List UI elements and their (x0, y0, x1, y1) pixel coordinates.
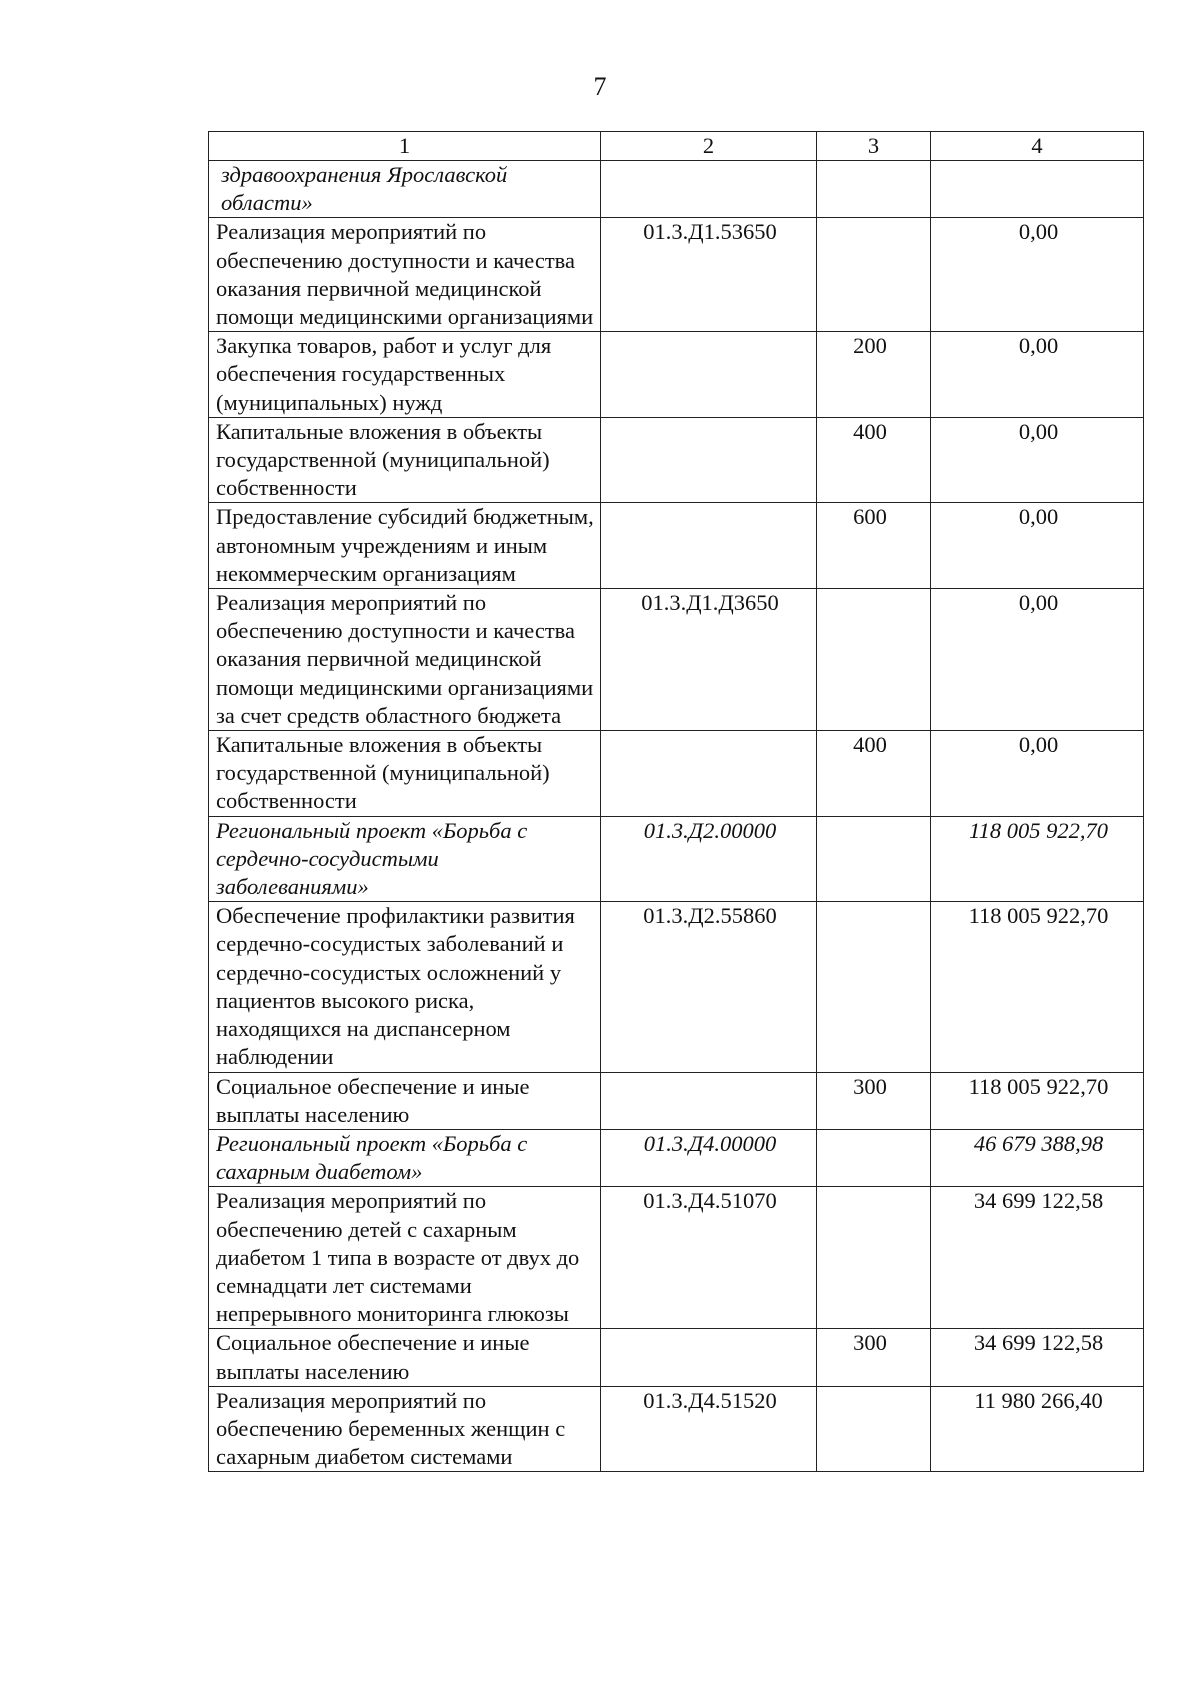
target-code-cell (601, 731, 817, 817)
amount-cell: 46 679 388,98 (931, 1129, 1144, 1186)
expense-type-cell (817, 589, 931, 731)
table-row (209, 503, 1144, 589)
row-name-cell: Капитальные вложения в объекты государственной (муниципальной) собственности (209, 417, 601, 503)
amount-cell: 0,00 (931, 731, 1144, 817)
target-code-cell: 01.3.Д2.55860 (601, 902, 817, 1072)
row-name-cell: Предоставление субсидий бюджетным, автономным учреждениям и иным некоммерческим организациям (209, 503, 601, 589)
page-number: 7 (593, 72, 607, 101)
amount-cell: 34 699 122,58 (931, 1187, 1144, 1329)
expense-type-cell: 400 (817, 731, 931, 817)
amount-cell: 11 980 266,40 (931, 1386, 1144, 1472)
expense-type-cell (817, 816, 931, 902)
target-code-cell (601, 503, 817, 589)
target-code-cell (601, 417, 817, 503)
target-code-cell (601, 1329, 817, 1386)
table-row (209, 1129, 1144, 1186)
amount-cell: 0,00 (931, 218, 1144, 332)
expense-type-cell (817, 1129, 931, 1186)
expense-type-cell: 600 (817, 503, 931, 589)
row-name-cell: Социальное обеспечение и иные выплаты населению (209, 1072, 601, 1129)
budget-table (208, 131, 1144, 1472)
amount-cell: 118 005 922,70 (931, 1072, 1144, 1129)
amount-cell: 0,00 (931, 417, 1144, 503)
expense-type-cell (817, 161, 931, 218)
row-name-cell: Реализация мероприятий по обеспечению доступности и качества оказания первичной медицинской помощи медицинскими организациями (209, 218, 601, 332)
row-name-cell: Закупка товаров, работ и услуг для обеспечения государственных (муниципальных) нужд (209, 332, 601, 418)
target-code-cell: 01.3.Д2.00000 (601, 816, 817, 902)
amount-cell: 0,00 (931, 589, 1144, 731)
amount-cell: 118 005 922,70 (931, 902, 1144, 1072)
target-code-cell: 01.3.Д1.Д3650 (601, 589, 817, 731)
table-row (209, 731, 1144, 817)
expense-type-cell: 400 (817, 417, 931, 503)
row-name-cell: Реализация мероприятий по обеспечению беременных женщин с сахарным диабетом системами (209, 1386, 601, 1472)
expense-type-cell (817, 1187, 931, 1329)
amount-cell (931, 161, 1144, 218)
target-code-cell: 01.3.Д4.51070 (601, 1187, 817, 1329)
amount-cell: 118 005 922,70 (931, 816, 1144, 902)
table-header-row (209, 132, 1144, 161)
target-code-cell (601, 332, 817, 418)
row-name-cell: Реализация мероприятий по обеспечению доступности и качества оказания первичной медицинской помощи медицинскими организациями за счет средств областного бюджета (209, 589, 601, 731)
row-name-cell: Обеспечение профилактики развития сердечно-сосудистых заболеваний и сердечно-сосудистых осложнений у пациентов высокого риска, находящихся на диспансерном наблюдении (209, 902, 601, 1072)
expense-type-cell: 200 (817, 332, 931, 418)
table-row (209, 1329, 1144, 1386)
row-name-cell: Социальное обеспечение и иные выплаты населению (209, 1329, 601, 1386)
table-row (209, 589, 1144, 731)
table-row (209, 1187, 1144, 1329)
amount-cell: 34 699 122,58 (931, 1329, 1144, 1386)
target-code-cell: 01.3.Д1.53650 (601, 218, 817, 332)
row-name-cell: здравоохранения Ярославской области» (209, 161, 601, 218)
table-row (209, 1072, 1144, 1129)
expense-type-cell: 300 (817, 1329, 931, 1386)
table-row (209, 1386, 1144, 1472)
amount-cell: 0,00 (931, 332, 1144, 418)
table-row (209, 417, 1144, 503)
table-row (209, 332, 1144, 418)
table-row (209, 218, 1144, 332)
amount-cell: 0,00 (931, 503, 1144, 589)
column-header-3: 3 (817, 132, 931, 161)
row-name-cell: Региональный проект «Борьба с сердечно-сосудистыми заболеваниями» (209, 816, 601, 902)
target-code-cell: 01.3.Д4.51520 (601, 1386, 817, 1472)
column-header-4: 4 (931, 132, 1144, 161)
column-header-2: 2 (601, 132, 817, 161)
table-row (209, 902, 1144, 1072)
expense-type-cell (817, 902, 931, 1072)
table-row (209, 161, 1144, 218)
row-name-cell: Капитальные вложения в объекты государственной (муниципальной) собственности (209, 731, 601, 817)
row-name-cell: Региональный проект «Борьба с сахарным диабетом» (209, 1129, 601, 1186)
target-code-cell (601, 1072, 817, 1129)
target-code-cell: 01.3.Д4.00000 (601, 1129, 817, 1186)
expense-type-cell (817, 218, 931, 332)
expense-type-cell (817, 1386, 931, 1472)
target-code-cell (601, 161, 817, 218)
row-name-cell: Реализация мероприятий по обеспечению детей с сахарным диабетом 1 типа в возрасте от двух до семнадцати лет системами непрерывного мониторинга глюкозы (209, 1187, 601, 1329)
expense-type-cell: 300 (817, 1072, 931, 1129)
column-header-1: 1 (209, 132, 601, 161)
table-row (209, 816, 1144, 902)
